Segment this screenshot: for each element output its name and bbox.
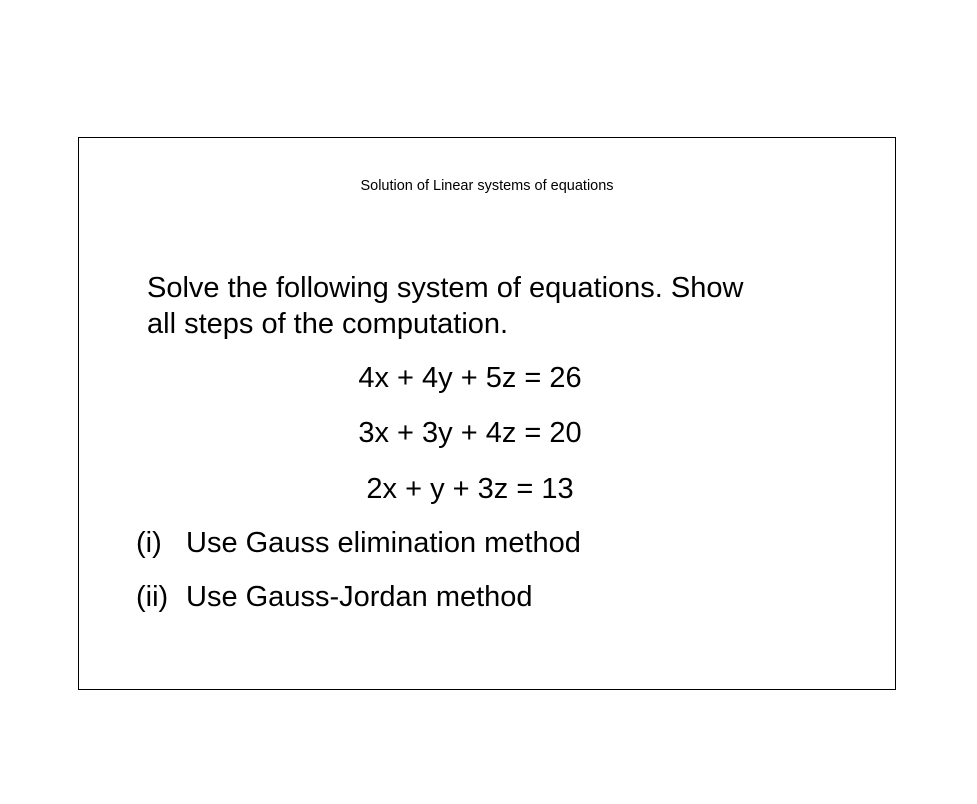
instruction-line-1: Solve the following system of equations. Show <box>147 272 744 304</box>
list-text: Use Gauss elimination method <box>186 527 581 559</box>
instruction-line-2: all steps of the computation. <box>147 308 509 340</box>
list-text: Use Gauss-Jordan method <box>186 581 533 613</box>
slide <box>78 137 896 690</box>
equation-3: 2x + y + 3z = 13 <box>366 473 574 505</box>
equation-2: 3x + 3y + 4z = 20 <box>358 417 582 449</box>
list-marker: (i) <box>136 527 162 559</box>
list-item <box>136 527 581 560</box>
list-item <box>136 581 533 614</box>
slide-title: Solution of Linear systems of equations <box>360 178 614 194</box>
list-marker: (ii) <box>136 581 169 613</box>
equation-1: 4x + 4y + 5z = 26 <box>358 362 582 394</box>
